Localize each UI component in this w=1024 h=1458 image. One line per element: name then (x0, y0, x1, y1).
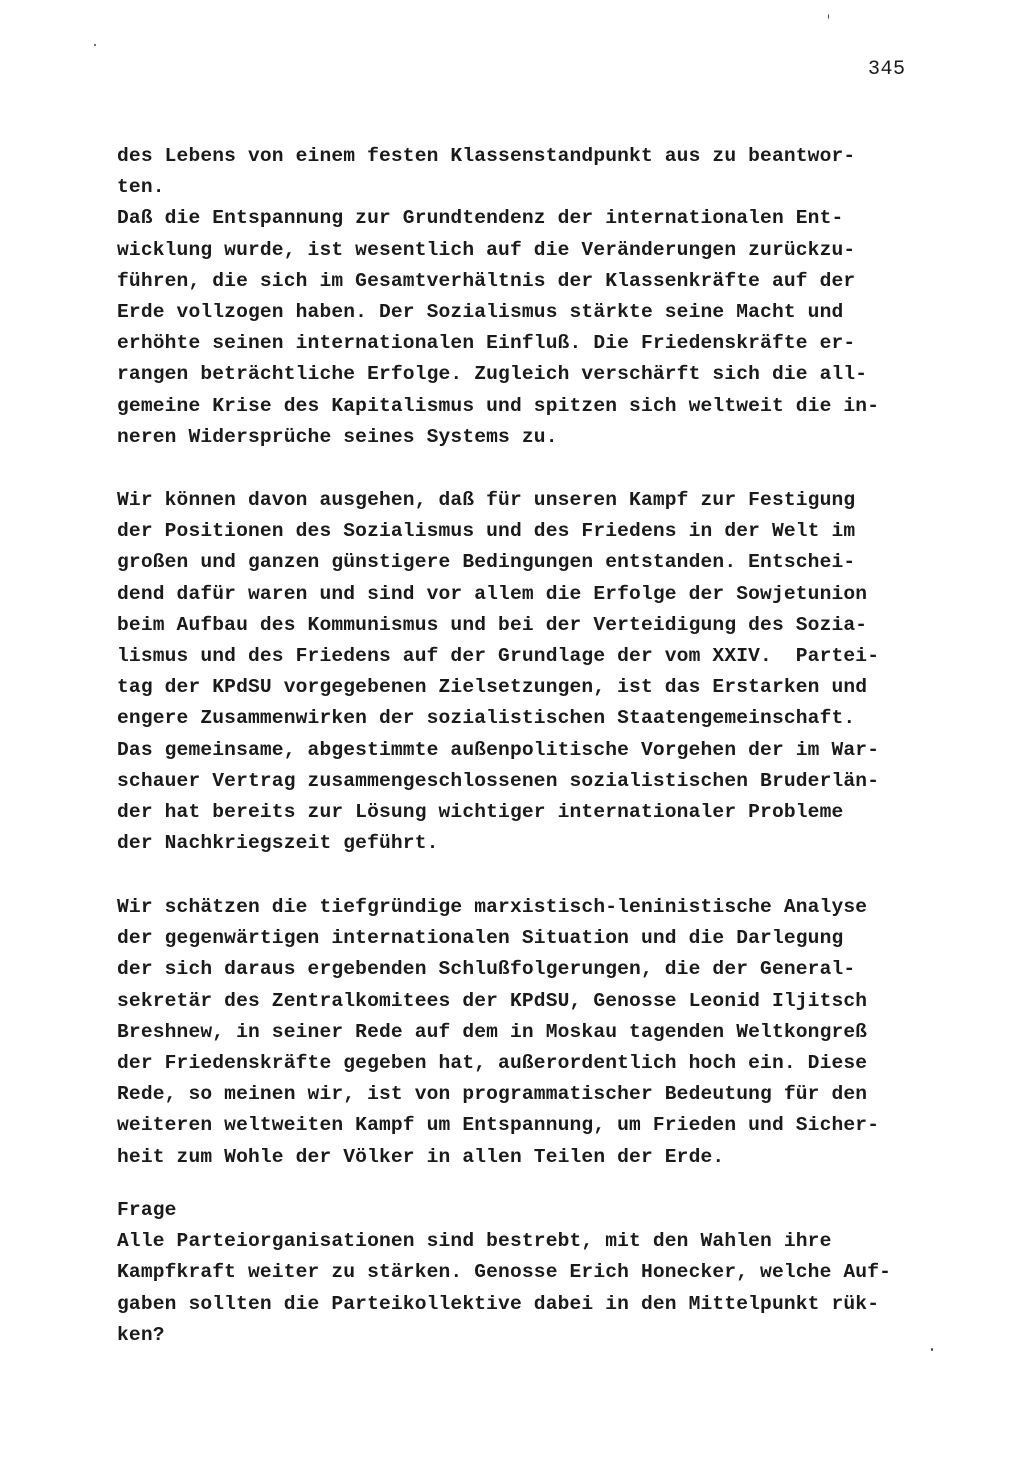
text-line: wicklung wurde, ist wesentlich auf die Veränderungen zurückzu- (117, 238, 856, 261)
text-line: des Lebens von einem festen Klassenstandpunkt aus zu beantwor- (117, 145, 856, 167)
text-line: neren Widersprüche seines Systems zu. (117, 425, 558, 448)
scan-speck (828, 14, 829, 19)
text-line: ten. (117, 176, 165, 199)
text-line: der sich daraus ergebenden Schlußfolgerungen, die der General- (117, 958, 856, 981)
text-line: heit zum Wohle der Völker in allen Teilen der Erde. (117, 1145, 725, 1168)
scan-speck (931, 1348, 933, 1351)
text-line: erhöhte seinen internationalen Einfluß. Die Friedenskräfte er- (117, 332, 856, 355)
text-line: der Friedenskräfte gegeben hat, außerordentlich hoch ein. Diese (117, 1052, 868, 1075)
paragraph-2 (117, 485, 917, 859)
text-line: Alle Parteiorganisationen sind bestrebt, mit den Wahlen ihre (117, 1230, 832, 1253)
text-line: Wir schätzen die tiefgründige marxistisch-leninistische Analyse (117, 896, 868, 918)
text-line: Daß die Entspannung zur Grundtendenz der internationalen Ent- (117, 207, 844, 230)
paragraph-1 (117, 141, 917, 453)
text-line: Erde vollzogen haben. Der Sozialismus stärkte seine Macht und (117, 301, 844, 324)
text-line: Breshnew, in seiner Rede auf dem in Moskau tagenden Weltkongreß (117, 1020, 868, 1043)
question-heading: Frage (117, 1199, 177, 1221)
paragraph-3 (117, 892, 917, 1173)
text-line: engere Zusammenwirken der sozialistischen Staatengemeinschaft. (117, 707, 856, 730)
text-line: sekretär des Zentralkomitees der KPdSU, Genosse Leonid Iljitsch (117, 989, 868, 1012)
text-line: gaben sollten die Parteikollektive dabei in den Mittelpunkt rük- (117, 1292, 880, 1315)
text-line: rangen beträchtliche Erfolge. Zugleich verschärft sich die all- (117, 363, 868, 386)
text-line: schauer Vertrag zusammengeschlossenen sozialistischen Bruderlän- (117, 769, 880, 792)
text-line: beim Aufbau des Kommunismus und bei der Verteidigung des Sozia- (117, 613, 868, 636)
text-line: Das gemeinsame, abgestimmte außenpolitische Vorgehen der im War- (117, 738, 880, 761)
scan-speck (94, 44, 96, 46)
text-line: der hat bereits zur Lösung wichtiger internationaler Probleme (117, 801, 844, 824)
text-line: dend dafür waren und sind vor allem die Erfolge der Sowjetunion (117, 582, 868, 605)
text-line: großen und ganzen günstigere Bedingungen entstanden. Entschei- (117, 551, 856, 574)
text-line: der Positionen des Sozialismus und des Friedens in der Welt im (117, 520, 856, 543)
text-line: lismus und des Friedens auf der Grundlage der vom XXIV. Partei- (117, 645, 880, 668)
text-line: der Nachkriegszeit geführt. (117, 832, 439, 855)
page-number: 345 (868, 58, 906, 81)
question-block (117, 1195, 917, 1351)
text-line: Rede, so meinen wir, ist von programmatischer Bedeutung für den (117, 1083, 868, 1106)
text-line: führen, die sich im Gesamtverhältnis der Klassenkräfte auf der (117, 269, 856, 292)
text-line: Kampfkraft weiter zu stärken. Genosse Erich Honecker, welche Auf- (117, 1261, 892, 1284)
text-line: gemeine Krise des Kapitalismus und spitzen sich weltweit die in- (117, 394, 880, 417)
text-line: weiteren weltweiten Kampf um Entspannung, um Frieden und Sicher- (117, 1114, 880, 1137)
text-line: der gegenwärtigen internationalen Situation und die Darlegung (117, 927, 844, 950)
text-line: ken? (117, 1323, 165, 1346)
text-line: Wir können davon ausgehen, daß für unseren Kampf zur Festigung (117, 489, 856, 511)
text-line: tag der KPdSU vorgegebenen Zielsetzungen, ist das Erstarken und (117, 676, 868, 699)
